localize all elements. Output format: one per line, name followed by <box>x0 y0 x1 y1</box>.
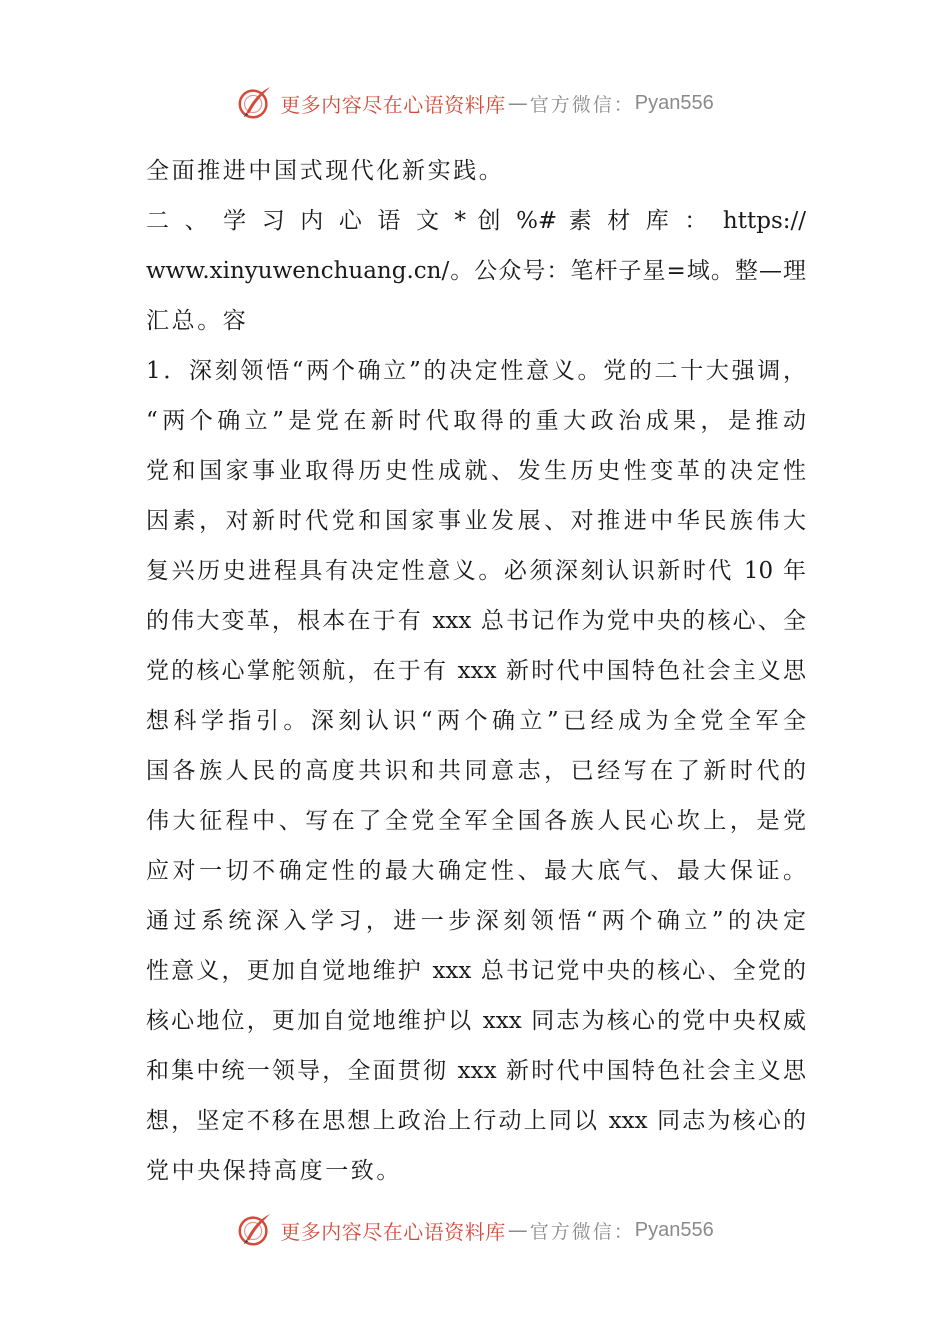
footer-banner <box>0 1207 950 1253</box>
quill-logo-icon <box>236 1211 274 1249</box>
text-line: 复兴历史进程具有决定性意义。必须深刻认识新时代 10 年 <box>146 558 806 584</box>
text-line: 通过系统深入学习，进一步深刻领悟“两个确立”的决定 <box>146 908 806 934</box>
text-line: 核心地位，更加自觉地维护以 xxx 同志为核心的党中央权威 <box>146 1008 806 1034</box>
text-line: 因素，对新时代党和国家事业发展、对推进中华民族伟大 <box>146 508 806 534</box>
header-wechat-id: Pyan556 <box>634 91 714 114</box>
header-separator: — <box>507 91 528 115</box>
text-line: 汇总。容 <box>146 308 249 334</box>
text-line: 1．深刻领悟“两个确立”的决定性意义。党的二十大强调， <box>146 358 806 384</box>
text-line: 的伟大变革，根本在于有 xxx 总书记作为党中央的核心、全 <box>146 608 806 634</box>
header-wechat-label: 官方微信： <box>529 93 635 116</box>
text-line: 性意义，更加自觉地维护 xxx 总书记党中央的核心、全党的 <box>146 958 806 984</box>
text-line: 和集中统一领导，全面贯彻 xxx 新时代中国特色社会主义思 <box>146 1058 806 1084</box>
text-line: 全面推进中国式现代化新实践。 <box>146 158 505 184</box>
document-body <box>146 146 806 1196</box>
text-line: 国各族人民的高度共识和共同意志，已经写在了新时代的 <box>146 758 806 784</box>
text-line: 想，坚定不移在思想上政治上行动上同以 xxx 同志为核心的 <box>146 1108 806 1134</box>
text-line: 二 、 学 习 内 心 语 文 * 创 %# 素 材 库 ： https:// <box>146 208 806 234</box>
footer-wechat-id: Pyan556 <box>634 1218 714 1241</box>
footer-site-text: 更多内容尽在心语资料库 <box>280 1219 506 1244</box>
text-line: 伟大征程中、写在了全党全军全国各族人民心坎上，是党 <box>146 808 806 834</box>
header-banner <box>0 80 950 126</box>
text-line: 想科学指引。深刻认识“两个确立”已经成为全党全军全 <box>146 708 806 734</box>
text-line: www.xinyuwenchuang.cn/。公众号：笔杆子星=域。整—理 <box>146 258 806 284</box>
text-line: 应对一切不确定性的最大确定性、最大底气、最大保证。 <box>146 858 806 884</box>
text-line: 党和国家事业取得历史性成就、发生历史性变革的决定性 <box>146 458 806 484</box>
text-line: 党的核心掌舵领航，在于有 xxx 新时代中国特色社会主义思 <box>146 658 806 684</box>
header-site-text: 更多内容尽在心语资料库 <box>280 92 506 117</box>
footer-separator: — <box>507 1218 528 1242</box>
quill-logo-icon <box>236 84 274 122</box>
footer-wechat-label: 官方微信： <box>529 1220 635 1243</box>
text-line: 党中央保持高度一致。 <box>146 1158 402 1184</box>
text-line: “两个确立”是党在新时代取得的重大政治成果，是推动 <box>146 408 806 434</box>
